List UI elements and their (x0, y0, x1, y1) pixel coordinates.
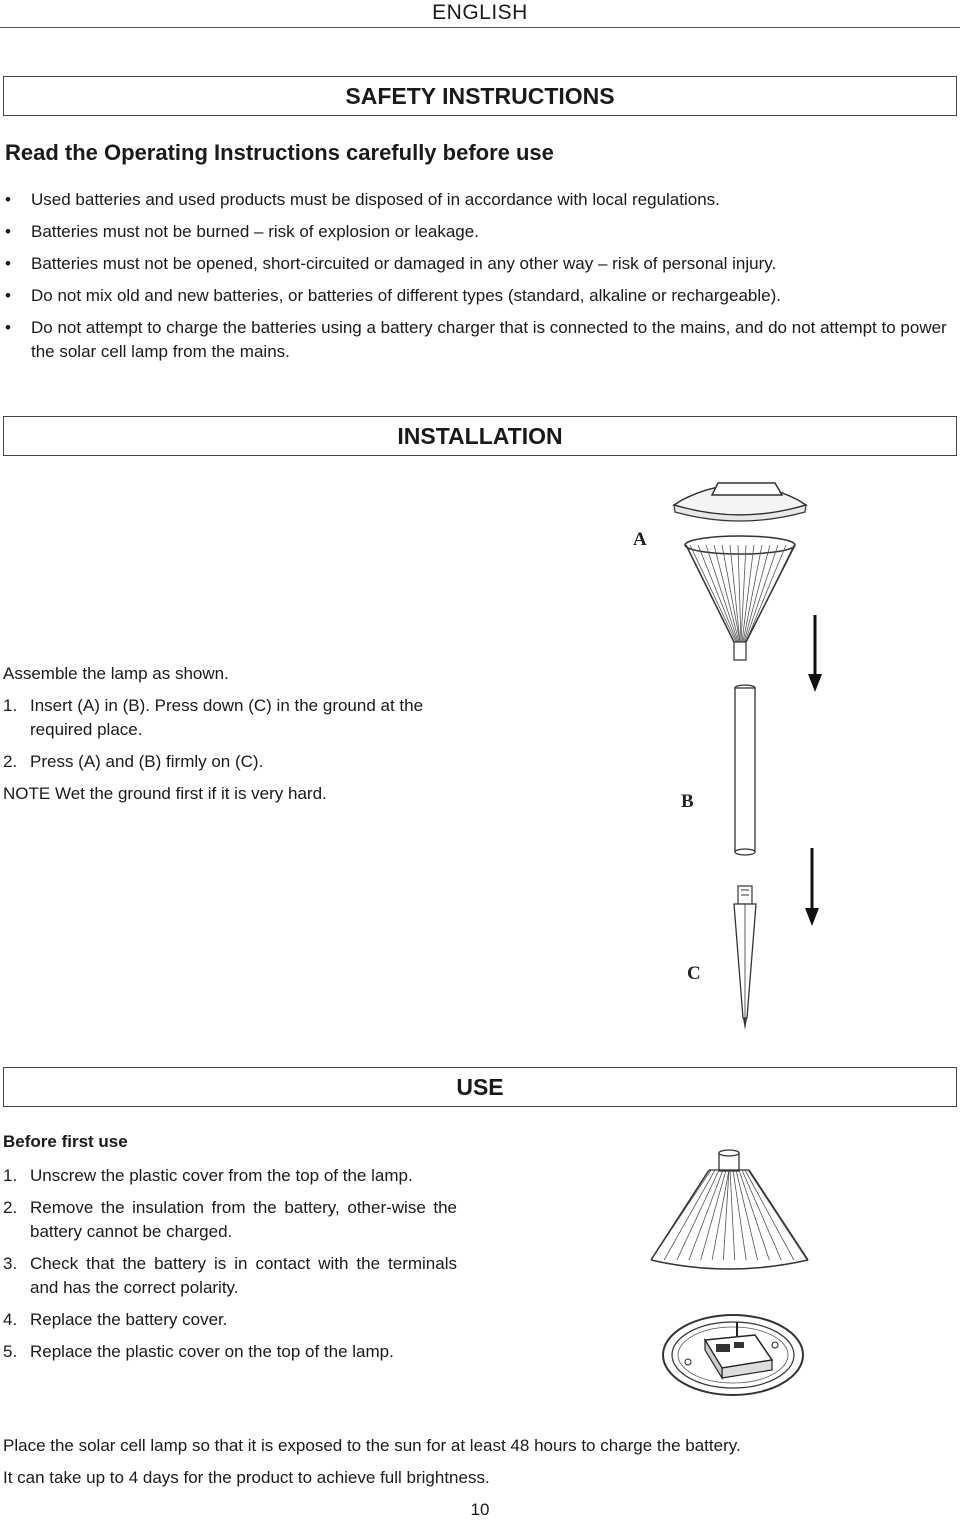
step-text: Unscrew the plastic cover from the top of the lamp. (30, 1166, 413, 1185)
step-text: Insert (A) in (B). Press down (C) in the ground at the required place. (30, 696, 424, 739)
footer-notes (3, 1430, 957, 1494)
safety-bullet: • Do not attempt to charge the batteries using a battery charger that is connected to the mains, and do not attempt to power the solar cell lamp from the mains. (5, 316, 957, 364)
step-number: 1. (3, 696, 18, 715)
note-label: NOTE (3, 784, 51, 803)
figure-label-a: A (633, 529, 647, 550)
safety-bullet: • Batteries must not be opened, short-circuited or damaged in any other way – risk of personal injury. (5, 252, 957, 276)
use-step (3, 1164, 457, 1188)
use-step (3, 1340, 457, 1364)
battery-compartment-illustration (663, 1315, 803, 1395)
use-subheading: Before first use (3, 1132, 128, 1151)
use-step (3, 1308, 457, 1332)
footer-line: Place the solar cell lamp so that it is exposed to the sun for at least 48 hours to charge the battery. (3, 1436, 741, 1455)
step-text: Replace the plastic cover on the top of the lamp. (30, 1342, 394, 1361)
step-text: Press (A) and (B) firmly on (C). (30, 752, 264, 771)
use-step (3, 1196, 457, 1244)
figure-label-b: B (681, 791, 694, 812)
installation-steps (3, 694, 463, 774)
lampshade-cone-part (685, 536, 795, 660)
step-text: Check that the battery is in contact with the terminals and has the correct polarity. (30, 1254, 457, 1297)
installation-note (3, 782, 463, 806)
installation-instructions (3, 662, 463, 814)
lamp-cone-illustration (651, 1150, 808, 1269)
step-number: 2. (3, 1198, 18, 1217)
installation-step (3, 750, 463, 774)
installation-step (3, 694, 463, 742)
use-instructions (3, 1130, 457, 1372)
step-text: Remove the insulation from the battery, other-wise the battery cannot be charged. (30, 1198, 457, 1241)
step-number: 2. (3, 752, 18, 771)
step-number: 3. (3, 1254, 18, 1273)
down-arrow-icon (805, 848, 819, 926)
safety-bullet: • Do not mix old and new batteries, or batteries of different types (standard, alkaline or rechargeable). (5, 284, 957, 308)
note-text: Wet the ground first if it is very hard. (50, 784, 327, 803)
use-section-title: USE (3, 1067, 957, 1107)
use-step (3, 1252, 457, 1300)
language-header: ENGLISH (0, 0, 960, 28)
figure-label-c: C (687, 963, 701, 984)
use-steps (3, 1164, 457, 1364)
step-number: 4. (3, 1310, 18, 1329)
safety-bullet: • Used batteries and used products must be disposed of in accordance with local regulations. (5, 188, 957, 212)
safety-section-title: SAFETY INSTRUCTIONS (3, 76, 957, 116)
safety-bullet: • Batteries must not be burned – risk of explosion or leakage. (5, 220, 957, 244)
installation-section-title: INSTALLATION (3, 416, 957, 456)
step-number: 1. (3, 1166, 18, 1185)
ground-spike-part (734, 886, 756, 1030)
footer-line: It can take up to 4 days for the product to achieve full brightness. (3, 1468, 490, 1487)
solar-cap-part (674, 483, 806, 521)
step-number: 5. (3, 1342, 18, 1361)
page-number: 10 (470, 1500, 490, 1519)
installation-intro: Assemble the lamp as shown. (3, 664, 229, 683)
down-arrow-icon (808, 615, 822, 692)
step-text: Replace the battery cover. (30, 1310, 228, 1329)
safety-subtitle: Read the Operating Instructions carefully before use (5, 140, 554, 165)
tube-part (735, 685, 755, 855)
